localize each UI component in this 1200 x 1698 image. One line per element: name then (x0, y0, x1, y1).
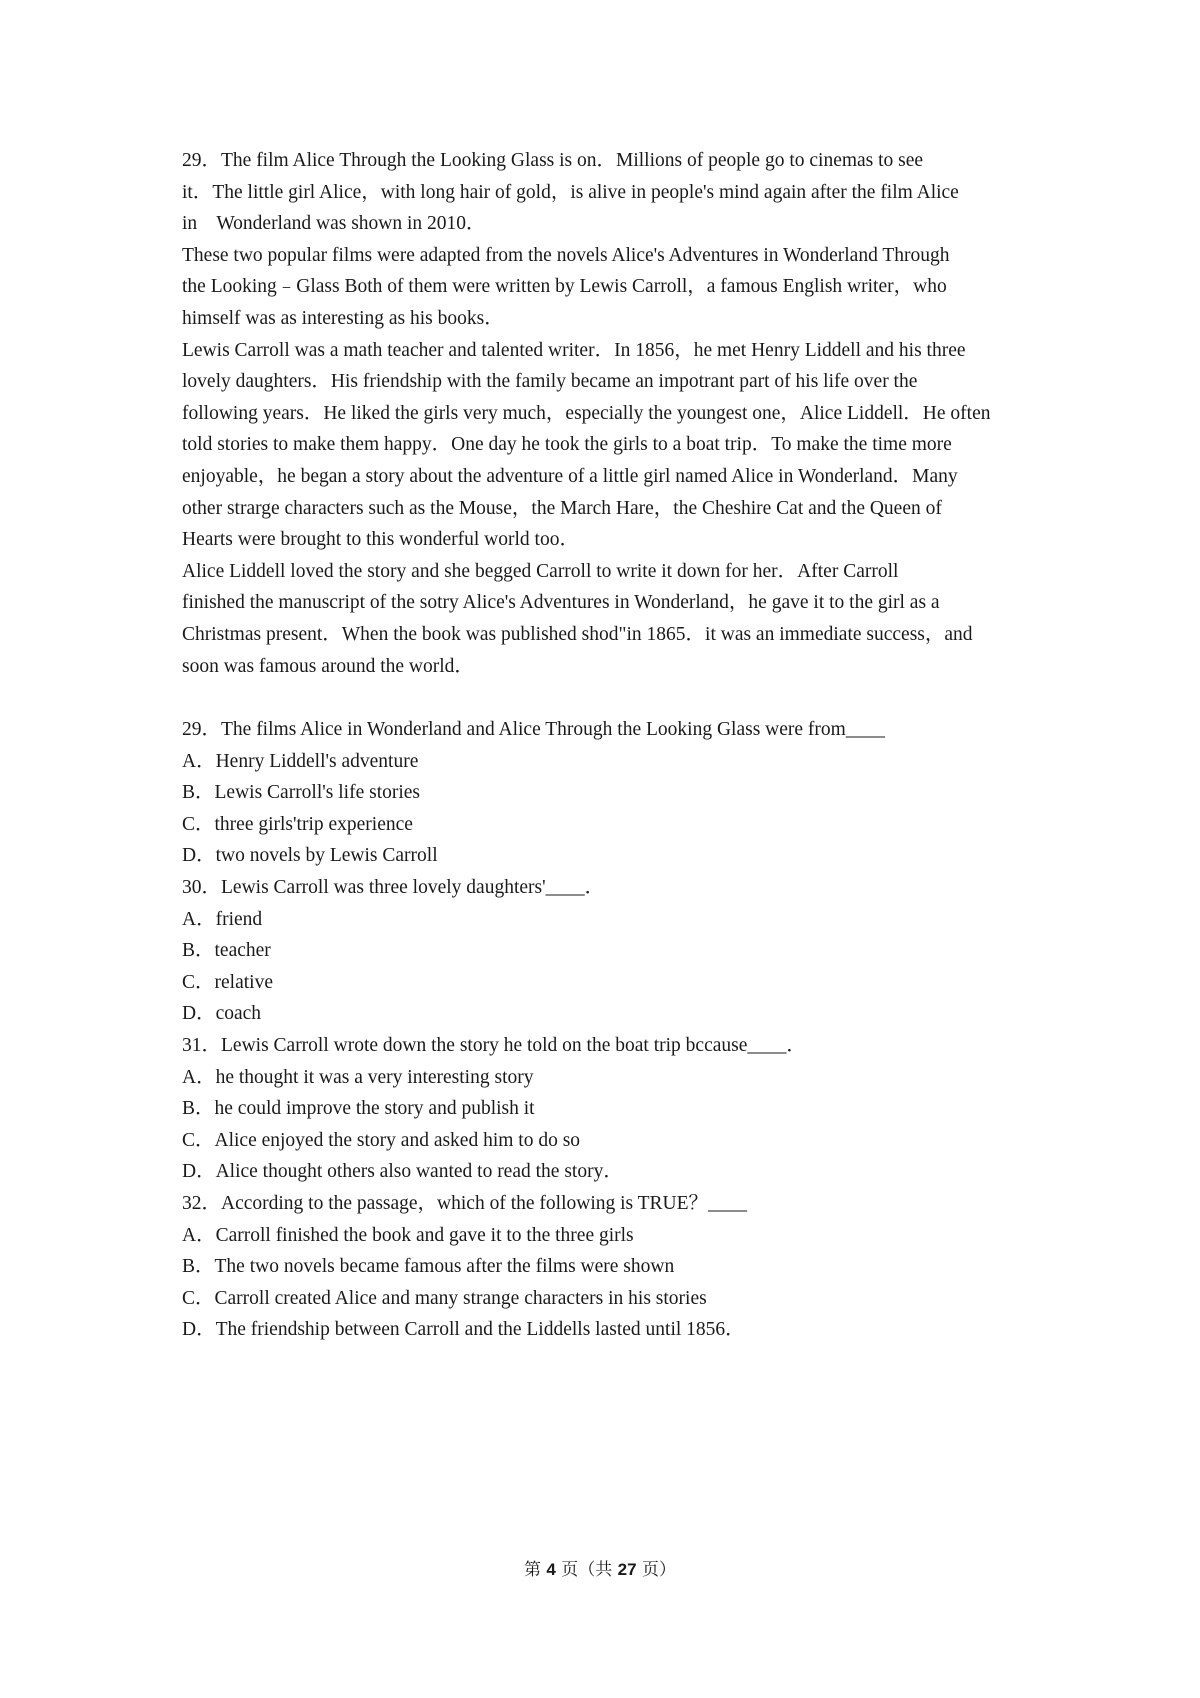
answer-option: D．Alice thought others also wanted to read the story． (182, 1161, 623, 1183)
answer-option: D．coach (182, 1003, 262, 1025)
answer-option: B．The two novels became famous after the films were shown (182, 1256, 675, 1278)
passage-line: finished the manuscript of the sotry Alice's Adventures in Wonderland，he gave it to the girl as a (182, 592, 940, 614)
passage-line: Christmas present．When the book was published shod"in 1865．it was an immediate success，and (182, 623, 973, 645)
document-body (182, 145, 1032, 1346)
passage-line: told stories to make them happy．One day he took the girls to a boat trip．To make the time more (182, 434, 952, 456)
passage-line: it．The little girl Alice，with long hair of gold，is alive in people's mind again after the film Alice (182, 181, 959, 203)
answer-option: C．three girls'trip experience (182, 813, 413, 835)
answer-option: C．relative (182, 971, 273, 993)
footer-prefix: 第 (523, 1560, 541, 1580)
answer-option: C．Carroll created Alice and many strange characters in his stories (182, 1287, 707, 1309)
answer-option: A．he thought it was a very interesting story (182, 1066, 534, 1088)
passage-line: other strarge characters such as the Mouse，the March Hare，the Cheshire Cat and the Queen of (182, 497, 942, 519)
passage-line: Hearts were brought to this wonderful world too． (182, 529, 579, 551)
question-32 (182, 1188, 1032, 1346)
footer-suffix: 页） (642, 1560, 676, 1580)
passage-line: lovely daughters．His friendship with the family became an impotrant part of his life over the (182, 371, 918, 393)
reading-passage (182, 145, 1032, 682)
passage-line: himself was as interesting as his books． (182, 307, 504, 329)
question-30 (182, 872, 1032, 1030)
answer-option: A．Henry Liddell's adventure (182, 750, 419, 772)
question-stem: 32．According to the passage，which of the following is TRUE？____ (182, 1193, 748, 1214)
answer-option: C．Alice enjoyed the story and asked him to do so (182, 1129, 581, 1151)
answer-option: B．Lewis Carroll's life stories (182, 782, 421, 804)
passage-line: following years．He liked the girls very much，especially the youngest one，Alice Liddell．He often (182, 402, 991, 424)
answer-option: A．friend (182, 908, 263, 930)
page-footer (0, 1555, 1200, 1580)
footer-middle: 页（共 (561, 1560, 613, 1580)
answer-option: D．two novels by Lewis Carroll (182, 845, 438, 867)
question-29 (182, 714, 1032, 872)
question-stem: 30．Lewis Carroll was three lovely daughters'____． (182, 877, 605, 899)
passage-line: soon was famous around the world． (182, 655, 474, 677)
passage-line: These two popular films were adapted from the novels Alice's Adventures in Wonderland Through (182, 244, 950, 266)
answer-option: D．The friendship between Carroll and the Liddells lasted until 1856． (182, 1319, 745, 1341)
passage-line: Lewis Carroll was a math teacher and talented writer．In 1856，he met Henry Liddell and his three (182, 339, 966, 361)
answer-option: B．teacher (182, 940, 271, 962)
passage-line: enjoyable，he began a story about the adventure of a little girl named Alice in Wonderland．Many (182, 465, 958, 487)
question-list (182, 714, 1032, 1346)
passage-line: in Wonderland was shown in 2010． (182, 213, 486, 235)
page-total: 27 (617, 1560, 637, 1579)
section-spacer (182, 682, 1032, 714)
passage-line: the Looking﹣Glass Both of them were written by Lewis Carroll，a famous English writer，who (182, 276, 947, 298)
passage-line: 29．The film Alice Through the Looking Glass is on．Millions of people go to cinemas to see (182, 150, 924, 171)
question-31 (182, 1030, 1032, 1188)
answer-option: B．he could improve the story and publish it (182, 1098, 535, 1120)
question-stem: 29．The films Alice in Wonderland and Alice Through the Looking Glass were from____ (182, 719, 885, 741)
passage-line: Alice Liddell loved the story and she begged Carroll to write it down for her．After Carroll (182, 560, 899, 582)
answer-option: A．Carroll finished the book and gave it to the three girls (182, 1224, 634, 1246)
question-stem: 31．Lewis Carroll wrote down the story he told on the boat trip bccause____． (182, 1035, 806, 1057)
page-number: 4 (546, 1560, 556, 1579)
